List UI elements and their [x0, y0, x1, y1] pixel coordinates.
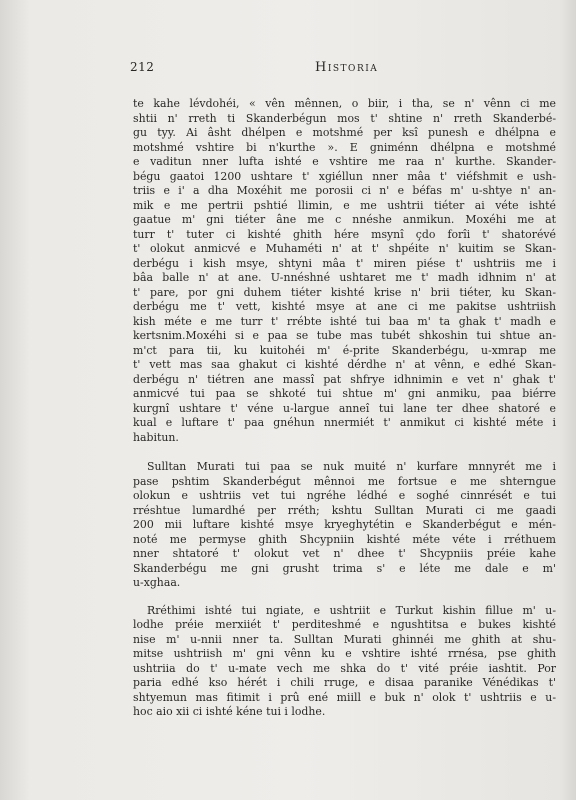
text-line: hoc aio xii ci ishté kéne tui i lodhe. [133, 705, 326, 718]
text-line: bâa balle n' at ane. U-nnéshné ushtaret me t' madh idhnim n' at [133, 271, 556, 284]
text-line: lodhe préie merxiiét t' perditeshmé e ngushtitsa e bukes kishté [133, 618, 556, 631]
text-line: kurgnî ushtare t' véne u-largue anneî tui lane ter dhee shatoré e [133, 401, 556, 415]
text-line: nner shtatoré t' olokut vet n' dhee t' Shcypniis préie kahe [133, 547, 556, 560]
body-text [133, 97, 556, 720]
text-line: triis e i' a dha Moxéhit me porosii ci n' e béfas m' u-shtye n' an- [133, 184, 556, 197]
page-number: 212 [130, 60, 155, 74]
text-line: derbégu me t' vett, kishté msye at ane ci me pakitse ushtriish [133, 300, 556, 313]
paragraph [133, 604, 556, 720]
text-line: shtyemun mas fitimit i prû ené miill e buk n' olok t' ushtriis e u- [133, 690, 556, 704]
text-line: anmicvé tui paa se shkoté tui shtue m' gni anmiku, paa biérre [133, 387, 556, 400]
text-line: m'ct para tii, ku kuitohéi m' é-prite Skanderbégu, u-xmrap me [133, 343, 556, 357]
text-line: olokun e ushtriis vet tui ngréhe lédhé e soghé cinnrését e tui [133, 489, 556, 502]
text-line: motshmé vshtire bi n'kurthe ». E gniménn dhélpna e motshmé [133, 140, 556, 154]
text-line: derbégu i kish msye, shtyni mâa t' miren piése t' ushtriis me i [133, 256, 556, 270]
page-header [130, 60, 550, 80]
paragraph-gap [133, 591, 556, 604]
text-line: mitse ushtriish m' gni vênn ku e vshtire ishté rrnésa, pse ghith [133, 647, 556, 660]
text-line: derbégu n' tiétren ane massî pat shfrye idhnimin e vet n' ghak t' [133, 372, 556, 386]
text-line: 200 mii luftare kishté msye kryeghytétin e Skanderbégut e mén- [133, 518, 556, 531]
text-line: e vaditun nner lufta ishté e vshtire me raa n' kurthe. Skander- [133, 155, 556, 168]
text-line: gaatue m' gni tiéter âne me c nnéshe anmikun. Moxéhi me at [133, 213, 556, 226]
running-title: Historia [315, 60, 379, 75]
text-line: te kahe lévdohéi, « vên mênnen, o biir, i tha, se n' vênn ci me [133, 97, 556, 110]
text-line: t' pare, por gni duhem tiéter kishté krise n' brii tiéter, ku Skan- [133, 285, 556, 299]
text-line: nise m' u-nnii nner ta. Sulltan Murati ghinnéi me ghith at shu- [133, 632, 556, 646]
text-line: mik e me pertrii pshtié llimin, e me ushtrii tiéter ai véte ishté [133, 198, 556, 212]
text-line: turr t' tuter ci kishté ghith hére msynî çdo forîi t' shatorévé [133, 227, 556, 241]
paragraph [133, 97, 556, 445]
text-line: noté me permyse ghith Shcypniin kishté méte véte i rréthuem [133, 532, 556, 546]
text-line: kish méte e me turr t' rrébte ishté tui baa m' ta ghak t' madh e [133, 314, 556, 328]
text-line: bégu gaatoi 1200 ushtare t' xgiéllun nner mâa t' viéfshmit e ush- [133, 169, 556, 183]
text-line: habitun. [133, 430, 179, 444]
text-line: shtii n' rreth ti Skanderbégun mos t' shtine n' rreth Skanderbé- [133, 111, 556, 125]
text-line: t' vett mas saa ghakut ci kishté dérdhe n' at vênn, e edhé Skan- [133, 358, 556, 371]
text-line: Rréthimi ishté tui ngiate, e ushtriit e Turkut kishin fillue m' u- [147, 603, 556, 617]
text-line: Sulltan Murati tui paa se nuk muité n' kurfare mnnyrét me i [147, 460, 556, 473]
text-line: kual e luftare t' paa gnéhun nnermiét t' anmikut ci kishté méte i [133, 416, 556, 429]
text-line: t' olokut anmicvé e Muhaméti n' at t' shpéite n' kuitim se Skan- [133, 242, 556, 255]
text-line: u-xghaa. [133, 576, 181, 589]
paragraph-gap [133, 445, 556, 460]
text-line: pase pshtim Skanderbégut mênnoi me fortsue e me shterngue [133, 474, 556, 488]
text-line: Skanderbégu me gni grusht trima s' e léte me dale e m' [133, 561, 556, 575]
text-line: paria edhé kso hérét i chili rruge, e disaa paranike Vénédikas t' [133, 676, 556, 689]
text-line: gu tyy. Ai âsht dhélpen e motshmé per ksî punesh e dhélpna e [133, 126, 556, 139]
text-line: ushtriia do t' u-mate vech me shka do t' vité préie iashtit. Por [133, 661, 556, 675]
text-line: kertsnim.Moxéhi si e paa se tube mas tubét shkoshin tui shtue an- [133, 329, 556, 342]
text-line: rréshtue lumardhé per rréth; kshtu Sulltan Murati ci me gaadi [133, 503, 556, 517]
paragraph [133, 460, 556, 591]
